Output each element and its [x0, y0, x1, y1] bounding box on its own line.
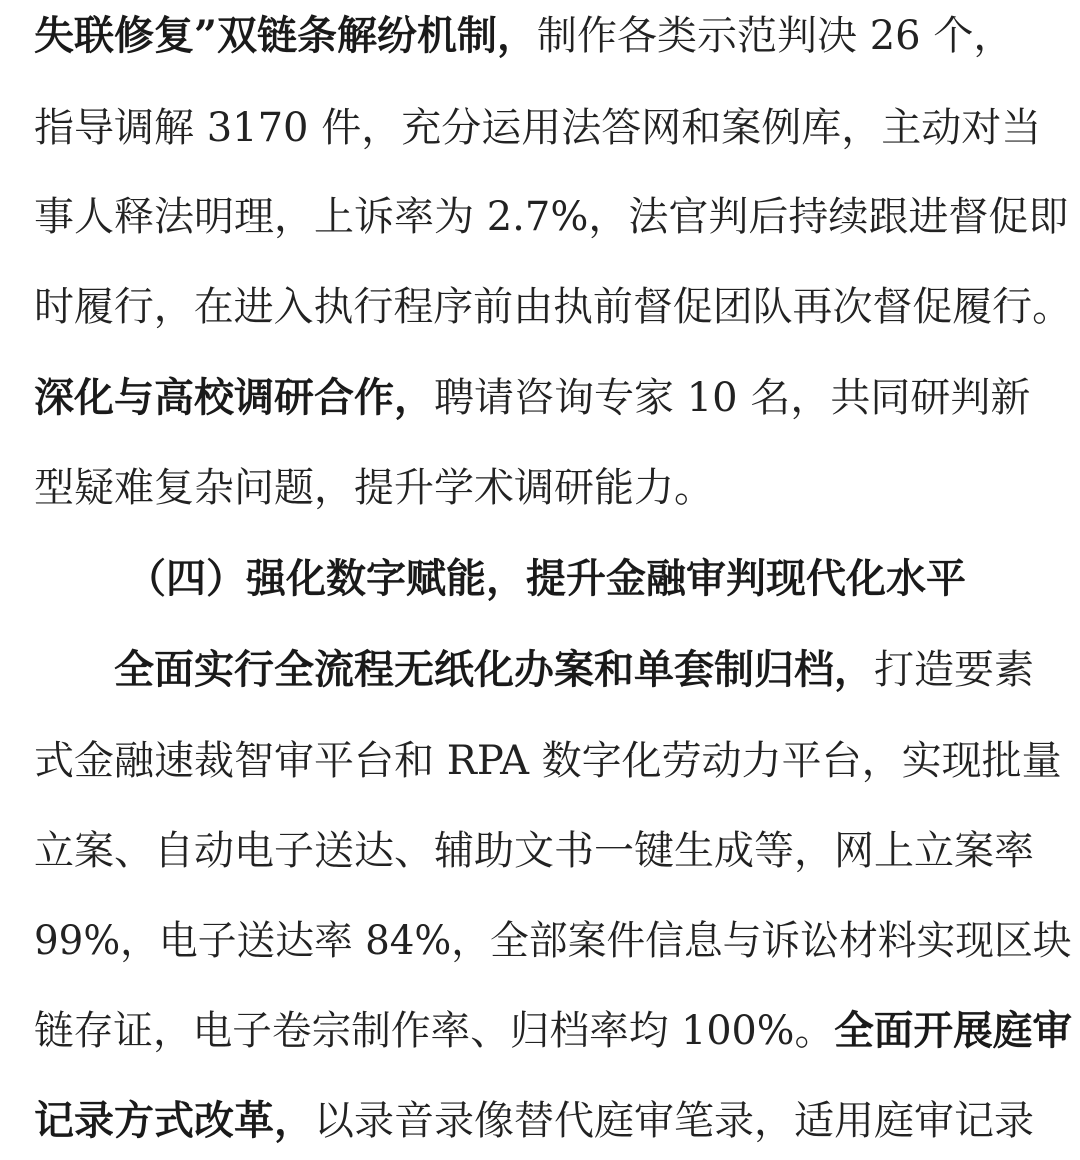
text-span: 链存证，电子卷宗制作率、归档率均 100%。	[34, 1008, 835, 1054]
text-span: 以录音录像替代庭审笔录，适用庭审记录	[314, 1098, 1034, 1144]
text-span: 指导调解 3170 件，充分运用法答网和案例库，主动对当	[34, 105, 1042, 151]
text-span: 聘请咨询专家 10 名，共同研判新	[434, 375, 1031, 421]
text-span: 打造要素	[874, 647, 1034, 693]
bold-phrase: 记录方式改革，	[34, 1097, 314, 1144]
text-line	[34, 284, 1073, 330]
paragraph-first-line	[114, 646, 1034, 693]
text-span: 事人释法明理，上诉率为 2.7%，法官判后持续跟进督促即	[34, 194, 1069, 240]
section-heading	[126, 555, 966, 602]
text-line	[34, 12, 1014, 59]
bold-phrase: 失联修复”双链条解纷机制，	[34, 12, 538, 59]
bold-phrase: 全面开展庭审	[834, 1007, 1073, 1054]
section-heading-text: （四）强化数字赋能，提升金融审判现代化水平	[126, 555, 966, 602]
text-span: 式金融速裁智审平台和 RPA 数字化劳动力平台，实现批量	[34, 738, 1062, 784]
text-line	[34, 828, 1034, 874]
text-line	[34, 1097, 1034, 1144]
text-line	[34, 105, 1042, 151]
text-span: 型疑难复杂问题，提升学术调研能力。	[34, 465, 714, 511]
text-span: 立案、自动电子送达、辅助文书一键生成等，网上立案率	[34, 828, 1034, 874]
text-line	[34, 194, 1069, 240]
bold-phrase: 全面实行全流程无纸化办案和单套制归档，	[114, 646, 874, 693]
text-span: 时履行，在进入执行程序前由执前督促团队再次督促履行。	[34, 284, 1073, 330]
text-line	[34, 738, 1062, 784]
text-span: 制作各类示范判决 26 个，	[537, 13, 1014, 59]
bold-phrase: 深化与高校调研合作，	[34, 374, 434, 421]
text-line	[34, 374, 1031, 421]
text-line	[34, 1007, 1073, 1054]
text-line	[34, 465, 714, 511]
text-line	[34, 918, 1072, 964]
text-span: 99%，电子送达率 84%，全部案件信息与诉讼材料实现区块	[34, 918, 1072, 964]
